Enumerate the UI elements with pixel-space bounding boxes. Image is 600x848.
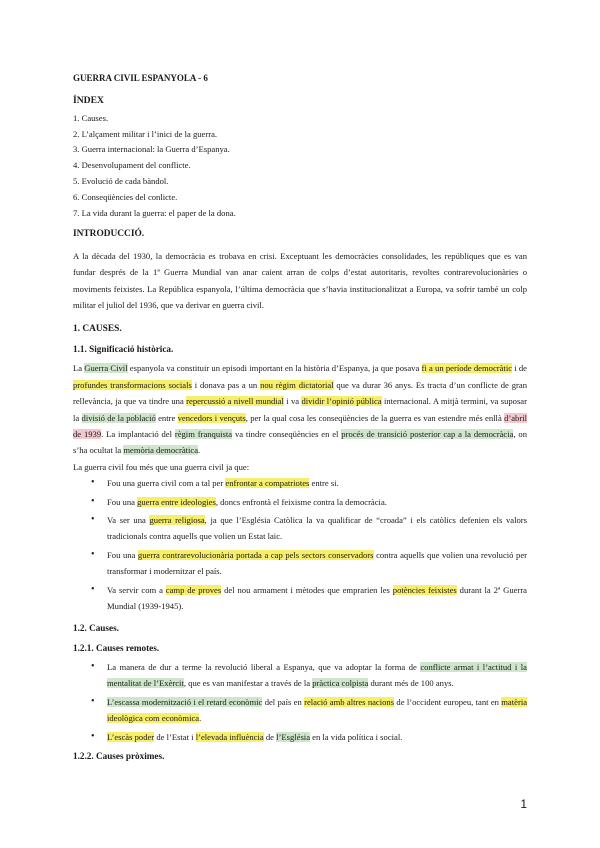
reasons-list xyxy=(73,475,527,614)
highlight: memòria democràtica xyxy=(123,445,199,456)
list-item: • Fou una guerra contrarevolucionària portada a cap pels sectors conservadors contra aquells que volien una revolució per transformar i modernitzar el país. xyxy=(107,547,527,580)
index-item: 6. Conseqüències del conlicte. xyxy=(73,191,178,202)
document-title: GUERRA CIVIL ESPANYOLA - 6 xyxy=(73,73,208,83)
highlight: vencedors i vençuts xyxy=(177,412,246,423)
index-item: 7. La vida durant la guerra: el paper de la dona. xyxy=(73,207,236,218)
index-item: 3. Guerra internacional: la Guerra d’Espanya. xyxy=(73,144,230,155)
remote-causes-list xyxy=(73,659,527,745)
list-item: • Va servir com a camp de proves del nou armament i mètodes que emprarien les potències feixistes durant la 2ª Guerra Mundial (1939-1945). xyxy=(107,582,527,615)
highlight: divisió de la població xyxy=(81,412,156,423)
remote-causes-heading: 1.2.1. Causes remotes. xyxy=(73,642,160,653)
list-item: • La manera de dur a terme la revolució liberal a Espanya, que va adoptar la forma de conflicte armat i l’actitud i la mentalitat de l’Exèrcit, que es van manifestar a través de la pràctica colpista durant més de 100 anys. xyxy=(107,659,527,692)
intro-paragraph: A la dècada del 1930, la democràcia es trobava en crisi. Exceptuant les democràcies consolidades, les repúbliques que es van fundar després de la 1ª Guerra Mundial van anar caient arran de colps d’estat autoritaris, revoltes contrarevolucionàries o moviments feixistes. La República espanyola, l’última democràcia que s’havia institucionalitzat a Europa, va sofrir també un colp militar el juliol del 1936, que va derivar en guerra civil. xyxy=(73,250,527,311)
highlight: règim franquista xyxy=(174,429,233,440)
highlight: fi a un període democràtic xyxy=(421,363,513,374)
causes-subheading: 1.2. Causes. xyxy=(73,622,119,633)
list-item: • L’escassa modernització i el retard econòmic del país en relació amb altres nacions de l’occident europeu, tant en matèria ideològica com econòmica. xyxy=(107,694,527,727)
bullets-lead: La guerra civil fou més que una guerra civil ja que: xyxy=(73,461,250,472)
highlight: profundes transformacions socials xyxy=(73,379,192,390)
highlight: Guerra Civil xyxy=(84,363,128,374)
intro-heading: INTRODUCCIÓ. xyxy=(73,229,145,240)
highlight: d’abril de 1939 xyxy=(73,412,527,440)
page-number: 1 xyxy=(520,797,527,811)
index-list xyxy=(73,111,527,222)
highlight: nou règim dictatorial xyxy=(260,379,334,390)
document-page xyxy=(73,72,527,767)
significance-paragraph: La Guerra Civil espanyola va constituir un episodi important en la història d’Espanya, ja que posava fi a un període democràtic i de profundes transformacions socials i donava pas a un nou règim dictatorial que va durar 36 anys. Es tracta d’un conflicte de gran rellevància, ja que va tindre una repercussió a nivell mundial i va dividir l’opinió pública internacional. A mitjà termini, va suposar la divisió de la població entre vencedors i vençuts, per la qual cosa les conseqüències de la guerra es van estendre més enllà d’abril de 1939. La implantació del règim franquista va tindre conseqüències en el procés de transició posterior cap a la democràcia, on s’ha ocultat la memòria democràtica. xyxy=(73,363,528,456)
highlight: procés de transició posterior cap a la democràcia xyxy=(341,429,514,440)
list-item: • Fou una guerra civil com a tal per enfrontar a compatriotes entre si. xyxy=(107,475,527,491)
list-item: • Fou una guerra entre ideologies, doncs enfrontà el feixisme contra la democràcia. xyxy=(107,494,527,510)
highlight: repercussió a nivell mundial xyxy=(186,396,284,407)
significance-heading: 1.1. Significació històrica. xyxy=(73,344,174,355)
proximate-causes-heading: 1.2.2. Causes pròximes. xyxy=(73,751,165,762)
index-item: 4. Desenvolupament del conflicte. xyxy=(73,160,191,171)
highlight: dividir l’opinió pública xyxy=(301,396,382,407)
causes-heading: 1. CAUSES. xyxy=(73,323,122,334)
index-item: 5. Evolució de cada bàndol. xyxy=(73,175,169,186)
index-item: 1. Causes. xyxy=(73,112,109,123)
list-item: • L’escàs poder de l’Estat i l’elevada influència de l’Església en la vida política i social. xyxy=(107,729,527,745)
index-item: 2. L’alçament militar i l’inici de la guerra. xyxy=(73,128,218,139)
list-item: • Va ser una guerra religiosa, ja que l’Església Catòlica la va qualificar de “croada” i els catòlics defenien els valors tradicionals contra aquells que volien un Estat laic. xyxy=(107,512,527,545)
index-heading: ÍNDEX xyxy=(73,94,104,106)
